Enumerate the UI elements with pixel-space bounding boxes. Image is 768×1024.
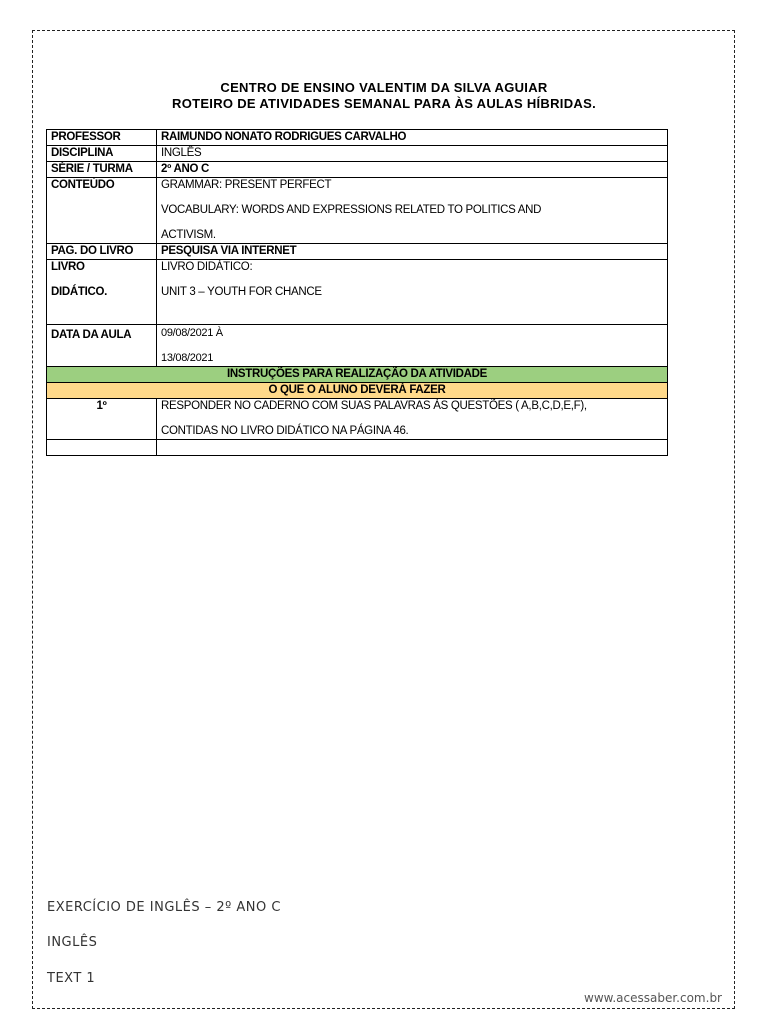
data-value-line: 09/08/2021 À [161,327,223,339]
conteudo-line: ACTIVISM. [161,229,216,241]
aluno-header: O QUE O ALUNO DEVERÁ FAZER [47,383,668,399]
livro-value [157,260,668,325]
conteudo-label: CONTEÚDO [47,178,157,244]
subject-label: INGLÊS [47,935,98,950]
activity-table [46,129,668,456]
row-professor [47,130,668,146]
empty-cell [47,440,157,456]
conteudo-line: VOCABULARY: WORDS AND EXPRESSIONS RELATED TO POLITICS AND [161,204,542,216]
school-name: CENTRO DE ENSINO VALENTIM DA SILVA AGUIAR [220,80,548,95]
data-label: DATA DA AULA [47,325,157,367]
professor-label: PROFESSOR [47,130,157,146]
text-label: TEXT 1 [47,971,96,986]
row-conteudo [47,178,668,244]
data-value-line: 13/08/2021 [161,352,214,364]
row-data [47,325,668,367]
conteudo-value [157,178,668,244]
data-value [157,325,668,367]
livro-value-line: LIVRO DIDÁTICO: [161,261,253,273]
row-pagina [47,244,668,260]
conteudo-line: GRAMMAR: PRESENT PERFECT [161,179,332,191]
row-step-1 [47,399,668,440]
exercise-title: EXERCÍCIO DE INGLÊS – 2º ANO C [47,900,281,915]
step-instruction [157,399,668,440]
livro-label [47,260,157,325]
row-livro [47,260,668,325]
step-line: RESPONDER NO CADERNO COM SUAS PALAVRAS ÀS QUESTÕES ( A,B,C,D,E,F), [161,400,587,412]
document-title: ROTEIRO DE ATIVIDADES SEMANAL PARA ÀS AULAS HÍBRIDAS. [172,96,596,111]
serie-value: 2º ANO C [157,162,668,178]
pagina-value: PESQUISA VIA INTERNET [157,244,668,260]
serie-label: SÉRIE / TURMA [47,162,157,178]
row-disciplina [47,146,668,162]
livro-label-line: LIVRO [51,261,85,273]
empty-cell [157,440,668,456]
instrucoes-header: INSTRUÇÕES PARA REALIZAÇÃO DA ATIVIDADE [47,367,668,383]
disciplina-value: INGLÊS [157,146,668,162]
step-number: 1º [47,399,157,440]
step-line: CONTIDAS NO LIVRO DIDÁTICO NA PÁGINA 46. [161,425,409,437]
row-empty [47,440,668,456]
row-aluno [47,383,668,399]
livro-label-line: DIDÁTICO. [51,286,108,298]
professor-value: RAIMUNDO NONATO RODRIGUES CARVALHO [157,130,668,146]
row-serie [47,162,668,178]
row-instrucoes [47,367,668,383]
site-watermark[interactable]: www.acessaber.com.br [584,991,722,1005]
disciplina-label: DISCIPLINA [47,146,157,162]
pagina-label: PAG. DO LIVRO [47,244,157,260]
livro-value-line: UNIT 3 – YOUTH FOR CHANCE [161,286,322,298]
